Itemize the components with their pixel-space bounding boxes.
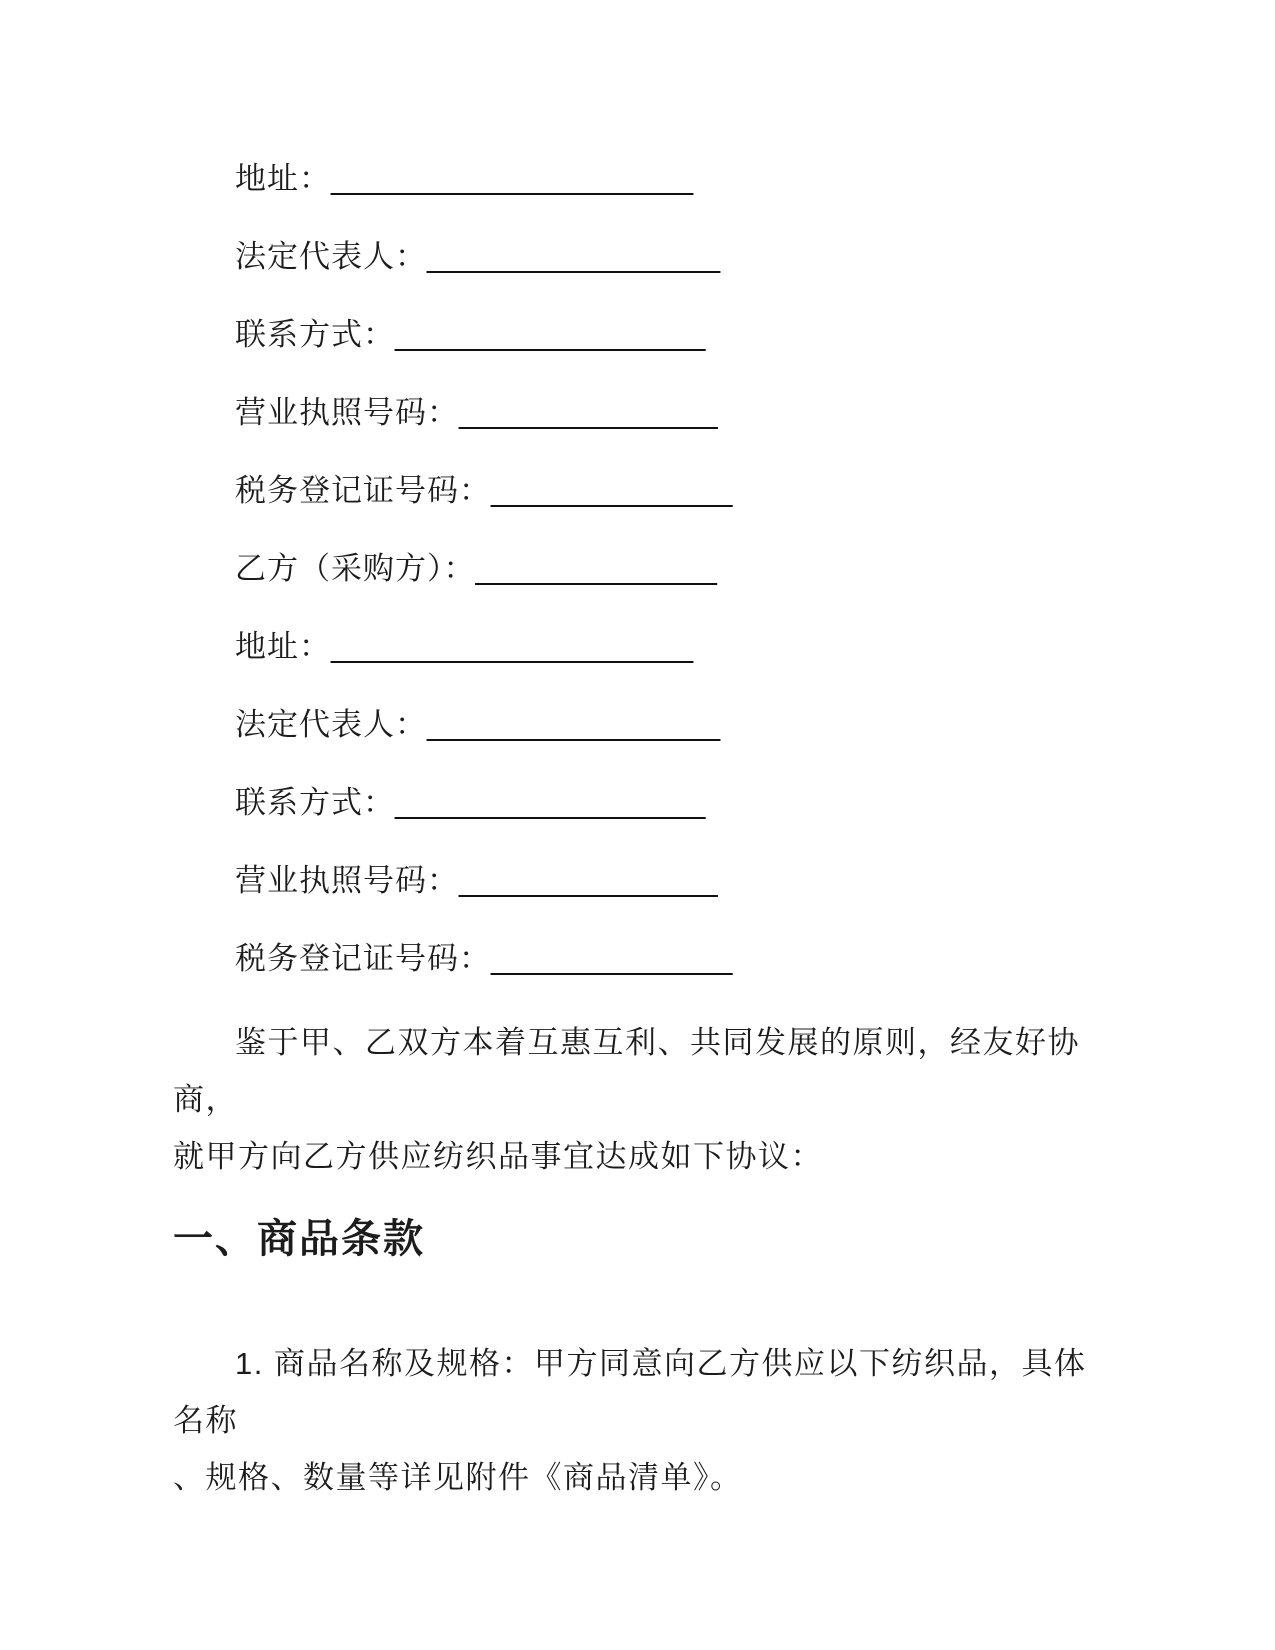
field-line-party-b <box>173 530 1105 608</box>
field-line-legal-rep-1 <box>173 218 1105 296</box>
party-info-fields <box>173 140 1105 998</box>
field-line-tax-registration-1 <box>173 452 1105 530</box>
field-line-address-2 <box>173 608 1105 686</box>
clause-1-line-2: 、规格、数量等详见附件《商品清单》。 <box>173 1460 743 1495</box>
field-blank: _____________________ <box>331 629 694 664</box>
field-label: 联系方式： <box>235 317 395 352</box>
field-label: 营业执照号码： <box>235 395 459 430</box>
field-label: 地址： <box>235 629 331 664</box>
field-label: 营业执照号码： <box>235 863 459 898</box>
field-blank: ______________ <box>475 551 717 586</box>
preamble-line-2: 就甲方向乙方供应纺织品事宜达成如下协议： <box>173 1139 823 1174</box>
section-heading-goods-terms: 一、商品条款 <box>173 1217 425 1261</box>
field-blank: _________________ <box>427 239 721 274</box>
field-blank: ______________ <box>491 941 733 976</box>
field-blank: ______________ <box>491 473 733 508</box>
clause-1-line-1: 1. 商品名称及规格：甲方同意向乙方供应以下纺织品，具体名称 <box>173 1346 1087 1438</box>
field-line-business-license-2 <box>173 842 1105 920</box>
clause-1-paragraph <box>173 1335 1105 1506</box>
field-blank: _______________ <box>459 863 718 898</box>
field-label: 地址： <box>235 161 331 196</box>
field-label: 税务登记证号码： <box>235 941 491 976</box>
field-line-business-license-1 <box>173 374 1105 452</box>
field-label: 联系方式： <box>235 785 395 820</box>
field-blank: __________________ <box>395 785 706 820</box>
field-line-contact-1 <box>173 296 1105 374</box>
field-label: 税务登记证号码： <box>235 473 491 508</box>
field-label: 法定代表人： <box>235 239 427 274</box>
field-blank: _______________ <box>459 395 718 430</box>
field-label: 乙方（采购方）： <box>235 551 476 586</box>
field-line-tax-registration-2 <box>173 920 1105 998</box>
preamble-paragraph <box>173 1014 1105 1185</box>
field-line-contact-2 <box>173 764 1105 842</box>
field-blank: _________________ <box>427 707 721 742</box>
field-label: 法定代表人： <box>235 707 427 742</box>
preamble-line-1: 鉴于甲、乙双方本着互惠互利、共同发展的原则，经友好协商， <box>173 1025 1080 1117</box>
field-line-legal-rep-2 <box>173 686 1105 764</box>
field-line-address-1 <box>173 140 1105 218</box>
field-blank: _____________________ <box>331 161 694 196</box>
field-blank: __________________ <box>395 317 706 352</box>
